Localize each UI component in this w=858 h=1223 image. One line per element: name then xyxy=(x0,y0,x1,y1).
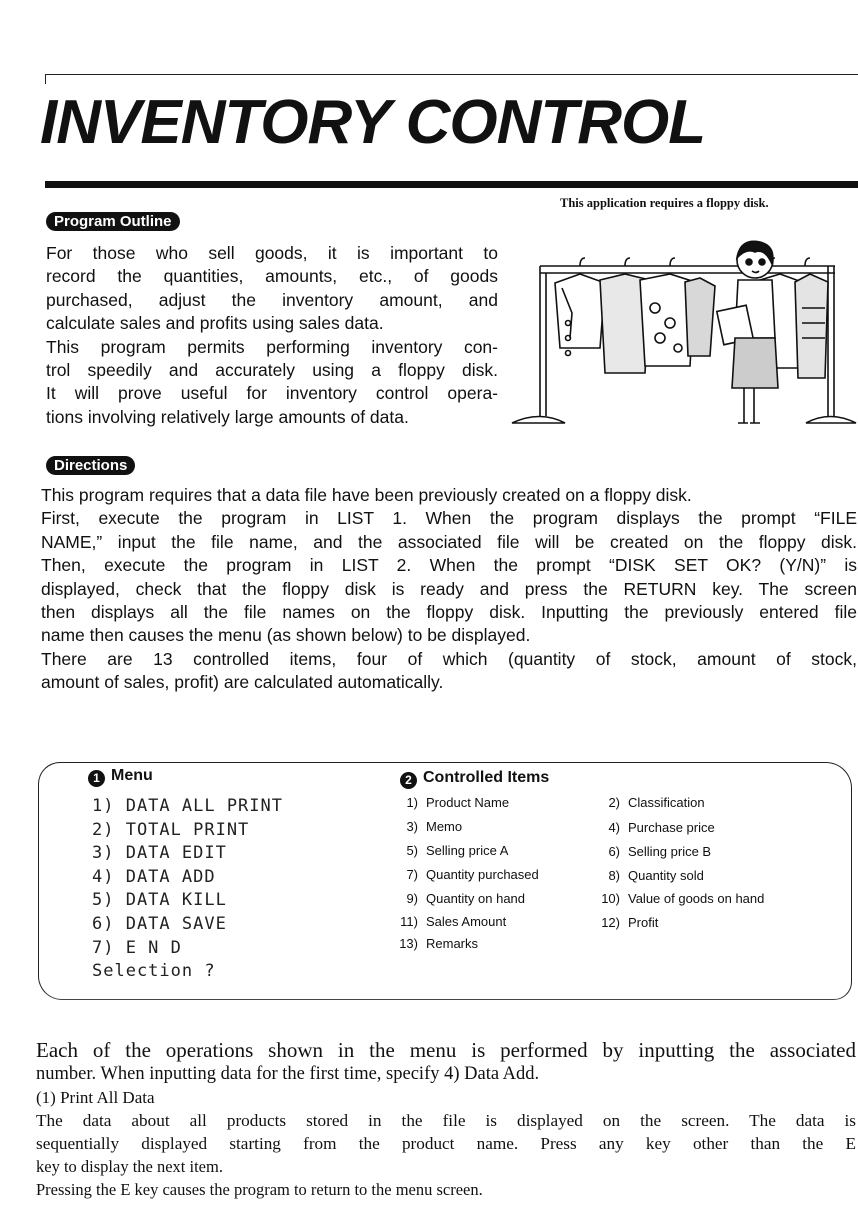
controlled-item: 13) Remarks xyxy=(399,936,479,951)
menu-heading xyxy=(88,767,153,787)
controlled-item: 5) Selling price A xyxy=(406,843,509,858)
controlled-item: 6) Selling price B xyxy=(608,844,712,859)
directions-line: displayed, check that the floppy disk is ready and press the RETURN key. The screen xyxy=(41,578,857,599)
menu-line: 3) DATA EDIT xyxy=(92,843,227,864)
operations-line: number. When inputting data for the first time, specify 4) Data Add. xyxy=(36,1064,540,1084)
menu-line: 4) DATA ADD xyxy=(92,866,216,887)
operations-line: Pressing the E key causes the program to return to the menu screen. xyxy=(36,1180,483,1199)
directions-line: then displays all the file names on the floppy disk. Inputting the previously entered file xyxy=(41,602,857,623)
menu-line: 6) DATA SAVE xyxy=(92,913,227,934)
directions-paragraph xyxy=(41,484,857,695)
top-frame-line xyxy=(45,74,858,75)
controlled-item: 3) Memo xyxy=(406,819,463,834)
outline-paragraph xyxy=(46,242,498,429)
controlled-items-heading-text: Controlled Items xyxy=(423,769,550,786)
menu-number-badge: 1 xyxy=(88,770,105,787)
controlled-item: 4) Purchase price xyxy=(608,820,715,835)
top-frame-tick xyxy=(45,74,46,84)
controlled-items-heading xyxy=(400,769,549,789)
operations-line: key to display the next item. xyxy=(36,1157,223,1176)
outline-line: purchased, adjust the inventory amount, and xyxy=(46,289,498,310)
controlled-item: 9) Quantity on hand xyxy=(406,891,526,906)
operations-line: sequentially displayed starting from the product name. Press any key other than the E xyxy=(36,1134,856,1153)
menu-line: 2) TOTAL PRINT xyxy=(92,819,250,840)
menu-line: 5) DATA KILL xyxy=(92,890,227,911)
controlled-item: 10) Value of goods on hand xyxy=(601,891,765,906)
page-title: INVENTORY CONTROL xyxy=(40,88,706,157)
directions-line: name then causes the menu (as shown below) to be displayed. xyxy=(41,625,531,646)
menu-screen-listing xyxy=(92,795,283,984)
controlled-items-number-badge: 2 xyxy=(400,772,417,789)
directions-line: This program requires that a data file have been previously created on a floppy disk. xyxy=(41,485,692,505)
operations-line: The data about all products stored in the file is displayed on the screen. The data is xyxy=(36,1111,856,1130)
directions-line: There are 13 controlled items, four of which (quantity of stock, amount of stock, xyxy=(41,648,857,669)
directions-label: Directions xyxy=(46,456,135,475)
outline-line: calculate sales and profits using sales data. xyxy=(46,313,384,334)
title-rule xyxy=(45,181,858,188)
directions-line: NAME,” input the file name, and the associated file will be created on the floppy disk. xyxy=(41,531,857,552)
operations-line: Each of the operations shown in the menu is performed by inputting the associated xyxy=(36,1038,856,1062)
operations-section xyxy=(36,1038,856,1201)
directions-line: First, execute the program in LIST 1. When the program displays the prompt “FILE xyxy=(41,508,857,529)
operations-subheading: (1) Print All Data xyxy=(36,1088,155,1107)
outline-line: trol speedily and accurately using a floppy disk. xyxy=(46,360,498,381)
outline-line: For those who sell goods, it is important to xyxy=(46,243,498,263)
directions-line: amount of sales, profit) are calculated automatically. xyxy=(41,672,444,693)
clothing-rack-illustration xyxy=(510,238,858,443)
outline-line: record the quantities, amounts, etc., of goods xyxy=(46,266,498,287)
controlled-item: 11) Sales Amount xyxy=(400,914,507,929)
controlled-item: 12) Profit xyxy=(601,915,659,930)
directions-line: Then, execute the program in LIST 2. When the prompt “DISK SET OK? (Y/N)” is xyxy=(41,555,857,576)
menu-line: 1) DATA ALL PRINT xyxy=(92,796,283,816)
controlled-item: 7) Quantity purchased xyxy=(406,867,539,882)
outline-line: This program permits performing inventory con- xyxy=(46,336,498,357)
menu-heading-text: Menu xyxy=(111,767,153,784)
controlled-item: 2) Classification xyxy=(608,795,705,810)
program-outline-label: Program Outline xyxy=(46,212,180,231)
outline-line: tions involving relatively large amounts of data. xyxy=(46,406,409,427)
menu-prompt: Selection ? xyxy=(92,961,216,982)
controlled-item: 8) Quantity sold xyxy=(608,868,704,883)
outline-line: It will prove useful for inventory control opera- xyxy=(46,383,498,404)
menu-line: 7) E N D xyxy=(92,937,182,958)
controlled-item: 1) Product Name xyxy=(406,795,510,810)
requirement-note: This application requires a floppy disk. xyxy=(560,196,769,210)
